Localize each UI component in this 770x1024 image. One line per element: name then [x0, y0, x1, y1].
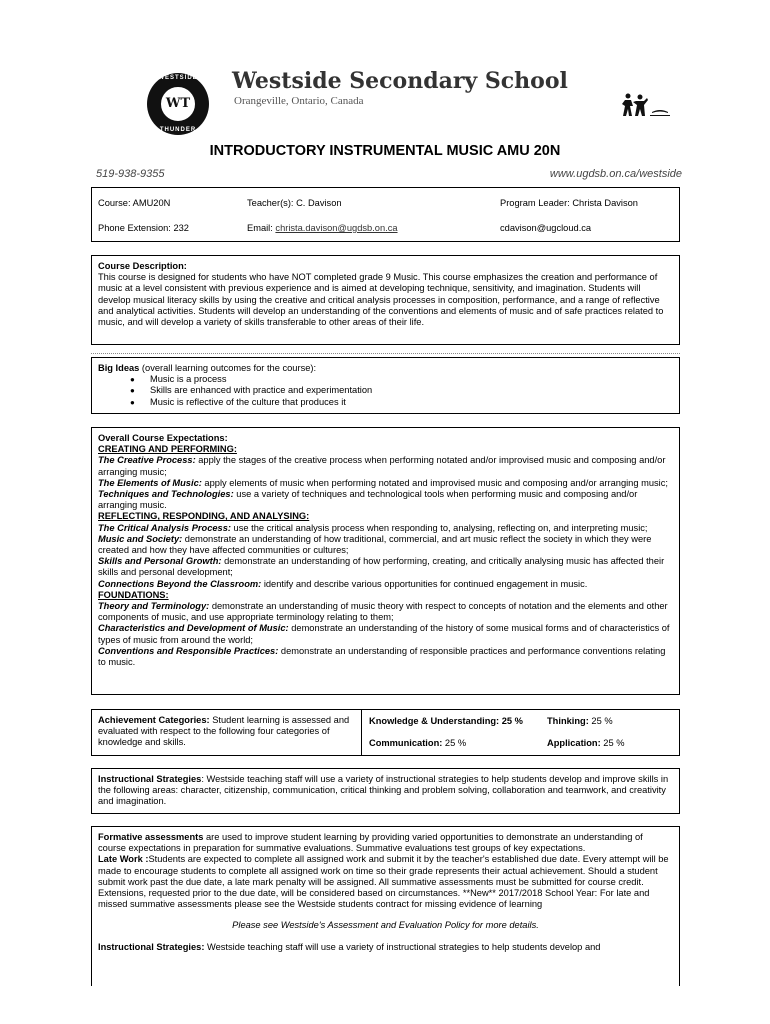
expectation-text: identify and describe various opportunities for continued engagement in music.: [261, 578, 588, 589]
alt-email: cdavison@ugcloud.ca: [500, 223, 592, 233]
big-ideas-box: [91, 357, 680, 414]
category-application: [547, 738, 625, 749]
expectation-label: Skills and Personal Growth:: [98, 556, 222, 567]
expectation-label: Theory and Terminology:: [98, 601, 210, 612]
expectation-label: Characteristics and Development of Music:: [98, 623, 289, 634]
expectation-label: Techniques and Technologies:: [98, 489, 234, 500]
list-item: ● Skills are enhanced with practice and experimentation: [136, 385, 673, 396]
assessment-box: [91, 826, 680, 986]
email-link[interactable]: christa.davison@ugdsb.on.ca: [275, 223, 398, 233]
logo-inner: [160, 86, 196, 122]
expectation-item: [98, 534, 673, 556]
course-code: Course: AMU20N: [98, 198, 171, 208]
late-work-paragraph: [98, 854, 673, 910]
logo-wt: WT: [165, 96, 191, 111]
category-knowledge: [369, 716, 523, 727]
expectations-heading: Overall Course Expectations:: [98, 433, 228, 443]
program-leader: Program Leader: Christa Davison: [500, 198, 638, 208]
school-phone: 519-938-9355: [96, 168, 165, 180]
category-label: Knowledge & Understanding:: [369, 716, 500, 726]
big-ideas-list: [98, 374, 673, 408]
expectation-label: The Elements of Music:: [98, 477, 202, 488]
expectation-item: [98, 646, 673, 668]
big-ideas-subheading: (overall learning outcomes for the course):: [139, 363, 317, 373]
course-expectations-box: [91, 427, 680, 695]
section-foundations: FOUNDATIONS:: [98, 589, 169, 600]
list-item: ● Music is a process: [136, 374, 673, 385]
big-ideas-heading: Big Ideas: [98, 363, 140, 373]
expectation-text: demonstrate an understanding of responsible practices and performance conventions relating to music.: [98, 645, 666, 668]
description-text: This course is designed for students who have NOT completed grade 9 Music. This course emphasizes the creation and performance of music at a level consistent with previous experience and is aimed at developing technique, sensitivity, and imagination. Students will develop musical literacy skills by using the creative and critical analysis processes in composition, performance, and a range of reflective and analytical activities. Students will develop an understanding of the conventions and elements of music and of safe practices related to music, and will develop a variety of skills transferable to other areas of their life.: [98, 272, 664, 328]
course-info-box: [91, 187, 680, 242]
achievement-description: [92, 710, 362, 755]
list-item: ● Music is reflective of the culture that produces it: [136, 397, 673, 408]
expectation-label: Conventions and Responsible Practices:: [98, 645, 279, 656]
expectation-item: [98, 601, 673, 623]
big-ideas-title-row: [98, 363, 673, 374]
expectation-item: [98, 455, 673, 477]
divider: [91, 353, 680, 354]
expectation-label: The Critical Analysis Process:: [98, 522, 231, 533]
expectation-text: use the critical analysis process when responding to, analysing, reflecting on, and interpreting music;: [230, 522, 648, 533]
expectation-item: [98, 478, 673, 489]
instructional-strategies-box: [91, 768, 680, 814]
expectation-text: demonstrate an understanding of how traditional, commercial, and art music reflect the society in which they were created and how they have affected communities or cultures;: [98, 533, 652, 556]
expectation-label: Music and Society:: [98, 533, 183, 544]
section-creating: CREATING AND PERFORMING:: [98, 444, 237, 455]
expectation-item: [98, 523, 673, 534]
achievement-text: Student learning is assessed and evaluated with respect to the following four categories of knowledge and skills.: [98, 715, 350, 748]
phone-extension: Phone Extension: 232: [98, 223, 189, 233]
strategies-text: : Westside teaching staff will use a variety of instructional strategies to help students develop and improve skills in the following areas: character, citizenship, communication, critical thinking and problem solving, collaboration and teamwork, and creativity and imagination.: [98, 774, 669, 807]
expectation-text: apply the stages of the creative process when performing notated and/or improvised music and composing and/or arranging music;: [98, 455, 666, 477]
school-website[interactable]: www.ugdsb.on.ca/westside: [549, 168, 682, 180]
category-value: 25 %: [499, 716, 523, 726]
policy-note: Please see Westside's Assessment and Evaluation Policy for more details.: [232, 920, 539, 931]
formative-label: Formative assessments: [98, 832, 204, 842]
expectation-text: demonstrate an understanding of how performing, creating, and critically analysing music has affected their skills and personal development;: [98, 556, 665, 578]
document-title: INTRODUCTORY INSTRUMENTAL MUSIC AMU 20N: [209, 143, 561, 159]
expectation-text: use a variety of techniques and technological tools when performing music and composing and/or arranging music.: [98, 489, 638, 511]
expectation-text: apply elements of music when performing notated and improvised music and composing and/or arranging music;: [201, 477, 668, 488]
expectation-item: [98, 556, 673, 578]
dancers-logo-icon: [620, 92, 672, 120]
late-work-text: Students are expected to complete all assigned work and submit it by the teacher's established due date. Every attempt will be made to encourage students to complete all assigned work on time so their grade represents their actual achievement. Should a student submit work past the due date, a late mark penalty will be assigned. All summative assessments must be submitted for course credit. Extensions, requested prior to the due date, will be considered based on circumstances. **New** 2017/2018 School Year: For late and missed summative assessments please see the Westside students contract for missing evidence of learning: [98, 854, 669, 910]
school-location: Orangeville, Ontario, Canada: [234, 95, 364, 107]
strategies-paragraph: [98, 942, 673, 953]
achievement-label: Achievement Categories:: [98, 715, 210, 725]
expectation-item: [98, 489, 673, 511]
category-value: 25 %: [588, 716, 613, 726]
formative-paragraph: [98, 832, 673, 854]
category-value: 25 %: [442, 738, 467, 748]
category-thinking: [547, 716, 613, 727]
category-label: Thinking:: [547, 716, 589, 726]
school-name: Westside Secondary School: [232, 68, 568, 94]
category-label: Communication:: [369, 738, 443, 748]
course-description-box: [91, 255, 680, 345]
teacher-name: Teacher(s): C. Davison: [247, 198, 342, 208]
expectation-item: [98, 579, 673, 590]
strategies-label: Instructional Strategies: [98, 774, 202, 784]
late-work-label: Late Work :: [98, 854, 149, 865]
expectation-text: demonstrate an understanding of music theory with respect to concepts of notation and the elements and other components of music, and use appropriate terminology relating to them;: [98, 601, 668, 623]
strategies-text: Westside teaching staff will use a variety of instructional strategies to help students develop and: [204, 941, 601, 952]
strategies-label: Instructional Strategies:: [98, 941, 205, 952]
school-logo: [147, 73, 209, 135]
expectation-item: [98, 623, 673, 645]
category-value: 25 %: [600, 738, 625, 748]
logo-ring-bottom: THUNDER: [159, 127, 197, 133]
achievement-box: [91, 709, 680, 756]
email-label: Email:: [247, 223, 276, 233]
expectation-label: Connections Beyond the Classroom:: [98, 578, 262, 589]
description-heading: Course Description:: [98, 261, 187, 271]
expectation-text: demonstrate an understanding of the history of some musical forms and of characteristics of types of music from around the world;: [98, 623, 670, 645]
category-label: Application:: [547, 738, 601, 748]
email-row: [247, 223, 398, 234]
expectation-label: The Creative Process:: [98, 455, 196, 466]
logo-ring-top: WESTSIDE: [158, 75, 198, 81]
formative-text: are used to improve student learning by providing varied opportunities to demonstrate an understanding of course expectations in preparation for summative evaluations. Summative evaluations test groups of key expectations.: [98, 832, 643, 854]
category-communication: [369, 738, 466, 749]
section-reflecting: REFLECTING, RESPONDING, AND ANALYSING:: [98, 511, 310, 522]
